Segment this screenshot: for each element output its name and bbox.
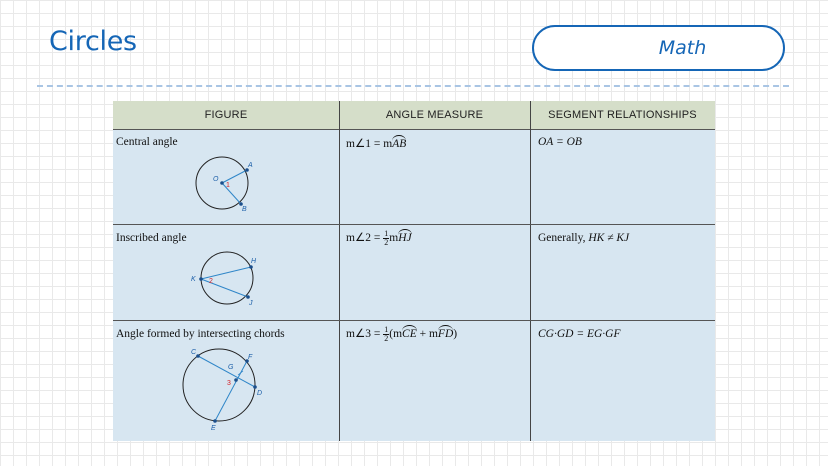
- label-a: A: [248, 162, 253, 169]
- label-g: G: [228, 364, 234, 371]
- arc-label: CE: [402, 328, 417, 341]
- point-d: [253, 385, 257, 389]
- figure-label-inscribed-angle: Inscribed angle: [116, 232, 187, 244]
- angle-measure-central: [346, 136, 406, 150]
- central-angle-diagram: [195, 153, 257, 215]
- segment-prefix: Generally,: [538, 232, 589, 244]
- column-divider: [339, 101, 340, 441]
- figure-label-intersecting-chords: Angle formed by intersecting chords: [116, 328, 285, 340]
- frac-numerator: 1: [384, 229, 389, 238]
- column-header-angle-measure: ANGLE MEASURE: [385, 109, 484, 121]
- circle-relationships-table: [113, 101, 715, 441]
- frac-numerator: 1: [384, 325, 389, 334]
- angle-close: ): [453, 328, 458, 341]
- angle-measure-chords: [346, 326, 457, 343]
- angle-prefix: m∠3 =: [346, 328, 384, 341]
- arc-label: HJ: [398, 232, 412, 245]
- figure-label-central-angle: Central angle: [116, 136, 178, 148]
- point-c: [196, 354, 200, 358]
- label-j: J: [249, 300, 253, 307]
- label-k: K: [191, 276, 196, 283]
- subject-label: Math: [658, 37, 707, 59]
- label-h: H: [251, 258, 257, 265]
- angle-measure-inscribed: [346, 230, 412, 247]
- point-o: [220, 181, 224, 185]
- g-pointer: [238, 371, 243, 375]
- subject-badge: [532, 25, 785, 71]
- angle-mid: m: [389, 232, 399, 245]
- segment-relationship-inscribed: [538, 232, 629, 244]
- segment-relationship-central: OA = OB: [538, 136, 582, 148]
- label-o: O: [213, 176, 219, 183]
- label-d: D: [257, 390, 263, 397]
- inscribed-angle-diagram: [193, 249, 259, 309]
- label-e: E: [211, 425, 216, 432]
- frac-denominator: 2: [384, 238, 389, 247]
- label-f: F: [248, 354, 253, 361]
- page-title: Circles: [49, 26, 137, 57]
- row-divider: [113, 224, 715, 225]
- point-h: [249, 265, 253, 269]
- angle-prefix: m∠2 =: [346, 232, 384, 245]
- table-header: [113, 101, 715, 130]
- frac-denominator: 2: [384, 334, 389, 343]
- header-divider: [37, 85, 789, 87]
- label-c: C: [191, 349, 197, 356]
- angle-plus: + m: [416, 328, 438, 341]
- angle-open: (m: [389, 328, 403, 341]
- row-divider: [113, 320, 715, 321]
- point-g: [234, 378, 238, 382]
- point-j: [246, 295, 250, 299]
- arc-label: FD: [437, 328, 454, 341]
- radius-ob: [222, 183, 241, 204]
- angle-1-label: 1: [226, 182, 230, 189]
- point-k: [199, 277, 203, 281]
- segment-relationship-chords: CG·GD = EG·GF: [538, 328, 621, 340]
- arc-label: AB: [392, 138, 407, 150]
- intersecting-chords-diagram: [181, 347, 261, 431]
- circle-outline: [183, 349, 255, 421]
- angle-3-label: 3: [227, 380, 231, 387]
- column-divider: [530, 101, 531, 441]
- point-e: [213, 419, 217, 423]
- label-b: B: [242, 206, 247, 213]
- segment-math: HK ≠ KJ: [588, 232, 630, 244]
- angle-prefix: m∠1 = m: [346, 138, 393, 150]
- column-header-figure: FIGURE: [204, 109, 248, 121]
- angle-2-label: 2: [209, 278, 213, 285]
- column-header-segment-relationships: SEGMENT RELATIONSHIPS: [548, 109, 697, 121]
